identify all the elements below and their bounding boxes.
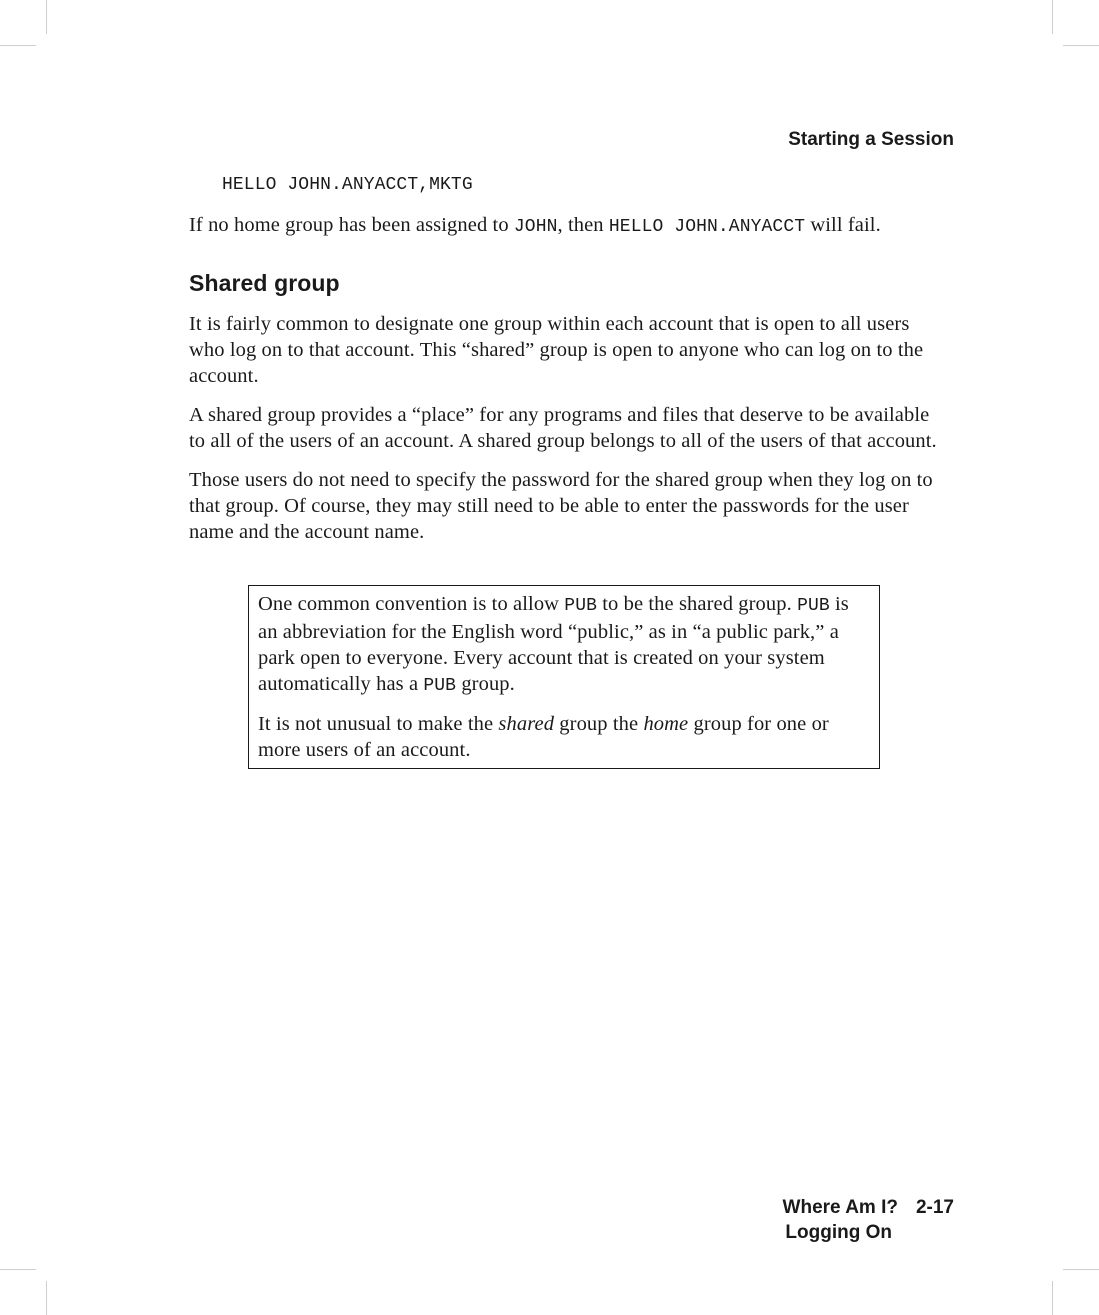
paragraph-shared-password: Those users do not need to specify the password for the shared group when they log on to that group. Of course, they may still need to be able to enter the passwords for the user name and the account name. — [189, 469, 933, 543]
text: group for one or more users of an account. — [258, 713, 829, 761]
footer-line — [783, 1195, 954, 1220]
page-footer — [783, 1195, 954, 1245]
code-pub: PUB — [564, 596, 598, 616]
crop-mark — [46, 0, 47, 34]
crop-mark — [46, 1281, 47, 1315]
code-john: JOHN — [513, 217, 558, 237]
paragraph-shared-place: A shared group provides a “place” for any programs and files that deserve to be available to all of the users of an account. A shared group belongs to all of the users of that account. — [189, 404, 937, 452]
text: , then — [557, 214, 609, 236]
text: group. — [456, 673, 515, 695]
crop-mark — [1063, 45, 1099, 46]
note-paragraph-home — [258, 711, 869, 763]
chapter-title: Where Am I? — [782, 1197, 898, 1218]
text: group the — [554, 713, 644, 735]
running-header: Starting a Session — [788, 129, 954, 150]
text: If no home group has been assigned to — [189, 214, 514, 236]
emphasis-shared: shared — [498, 713, 555, 735]
paragraph-home-group — [189, 212, 949, 240]
text: to be the shared group. — [597, 593, 798, 615]
text: is an abbreviation for the English word “public,” as in “a public park,” a park open to everyone. Every account that is created on your system automatically has a — [258, 593, 849, 695]
crop-mark — [0, 1269, 36, 1270]
crop-mark — [1052, 1281, 1053, 1315]
page-body — [189, 172, 949, 769]
paragraph-shared-intro: It is fairly common to designate one group within each account that is open to all users who log on to that account. This “shared” group is open to anyone who can log on to the account. — [189, 313, 924, 387]
section-title: Logging On — [785, 1222, 892, 1243]
text: It is not unusual to make the — [258, 713, 499, 735]
text: One common convention is to allow — [258, 593, 565, 615]
code-example: HELLO JOHN.ANYACCT,MKTG — [222, 175, 473, 195]
code-pub: PUB — [423, 676, 457, 696]
page-number: 2-17 — [915, 1197, 954, 1218]
note-box — [248, 585, 880, 769]
crop-mark — [1063, 1269, 1099, 1270]
note-paragraph-pub — [258, 591, 869, 699]
emphasis-home: home — [643, 713, 689, 735]
code-pub: PUB — [797, 596, 830, 616]
text: will fail. — [805, 214, 881, 236]
section-heading: Shared group — [189, 270, 340, 296]
crop-mark — [0, 45, 36, 46]
crop-mark — [1052, 0, 1053, 34]
code-hello-command: HELLO JOHN.ANYACCT — [608, 217, 806, 237]
